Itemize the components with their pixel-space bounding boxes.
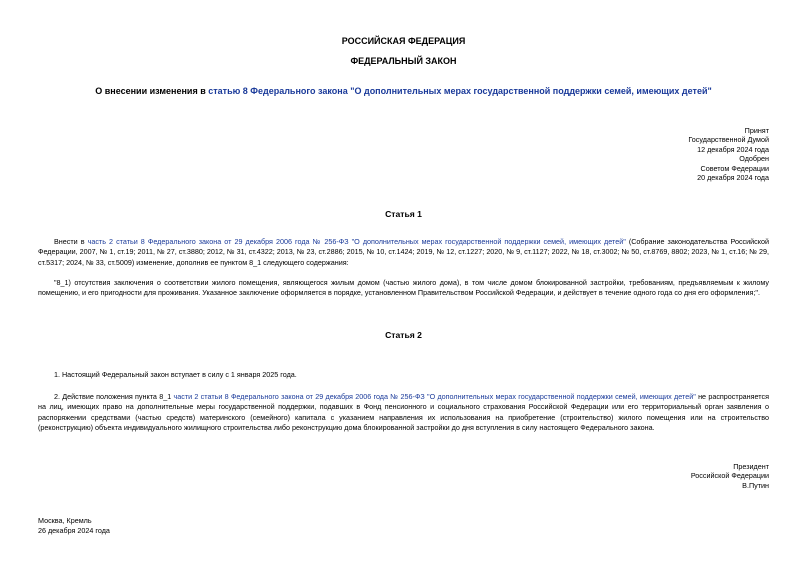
adoption-block	[688, 126, 769, 182]
article-1-paragraph-2: "8_1) отсутствия заключения о соответствии жилого помещения, являющегося жилым домом (частью жилого дома), в том числе домом блокированной застройки, требованиям, предъявляемым к жилому помещению, и его пригодности для проживания. Указанное заключение оформляется в порядке, установленном Правительством Российской Федерации, и действует в течение одного года со дня его оформления;".	[38, 278, 769, 298]
adopted-date: 12 декабря 2024 года	[697, 144, 769, 154]
subject-prefix: О внесении изменения в	[95, 86, 209, 96]
signing-place: Москва, Кремль	[38, 516, 92, 525]
law-type-heading: ФЕДЕРАЛЬНЫЙ ЗАКОН	[350, 56, 457, 66]
signature-block	[691, 462, 769, 490]
article-2-title: Статья 2	[385, 330, 422, 340]
adopted-by: Государственной Думой	[688, 135, 769, 145]
article-1-p1-prefix: Внести в	[54, 237, 88, 246]
signing-date: 26 декабря 2024 года	[38, 526, 110, 535]
article-1-title: Статья 1	[385, 209, 422, 219]
article-2-paragraph-2	[38, 392, 769, 434]
article-2-paragraph-1: 1. Настоящий Федеральный закон вступает в силу с 1 января 2025 года.	[54, 370, 297, 379]
signature-name: В.Путин	[742, 480, 769, 490]
signature-country: Российской Федерации	[690, 471, 769, 481]
article-1-paragraph-1	[38, 237, 769, 268]
subject-link[interactable]: статью 8 Федерального закона "О дополнительных мерах государственной поддержки семей, имеющих детей"	[208, 86, 712, 96]
approved-by: Советом Федерации	[700, 163, 769, 173]
article-1-p1-link[interactable]: часть 2 статьи 8 Федерального закона от 29 декабря 2006 года № 256-ФЗ "О дополнительных мерах государственной поддержки семей, имеющих детей"	[87, 237, 626, 246]
approved-date: 20 декабря 2024 года	[697, 173, 769, 183]
article-2-p2-suffix: не распространяется на лиц, имеющих право на дополнительные меры государственной поддержки, подавших в Фонд пенсионного и социального страхования Российской Федерации или его территориальный орган заявления о распоряжении средствами (частью средств) материнского (семейного) капитала с указанием направления их использования на приобретение (строительство) жилого помещения или на строительство (реконструкцию) объекта индивидуального жилищного строительства либо реконструкцию дома блокированной застройки до дня вступления в силу настоящего Федерального закона.	[38, 392, 769, 433]
place-date-block	[38, 516, 110, 536]
adopted-label: Принят	[744, 126, 769, 135]
article-2-p2-prefix: 2. Действие положения пункта 8_1	[54, 392, 174, 401]
article-1-p1-suffix: (Собрание законодательства Российской Федерации, 2007, № 1, ст.19; 2011, № 27, ст.3880; 2012, № 31, ст.4322; 2013, № 23, ст.2886; 2015, № 10, ст.1424; 2019, № 12, ст.1227; 2020, № 9, ст.1127; 2022, № 18, ст.3002; № 50, ст.8769, 8802; 2023, № 1, ст.16; № 29, ст.5317; 2024, № 33, ст.5009) изменение, дополнив ее пунктом 8_1 следующего содержания:	[38, 237, 769, 267]
law-subject-heading	[0, 86, 807, 96]
article-2-p2-link[interactable]: части 2 статьи 8 Федерального закона от 29 декабря 2006 года № 256-ФЗ "О дополнительных мерах государственной поддержки семей, имеющих детей"	[173, 392, 696, 401]
approved-label: Одобрен	[739, 154, 769, 164]
signature-title: Президент	[733, 462, 769, 471]
country-heading: РОССИЙСКАЯ ФЕДЕРАЦИЯ	[341, 36, 466, 46]
